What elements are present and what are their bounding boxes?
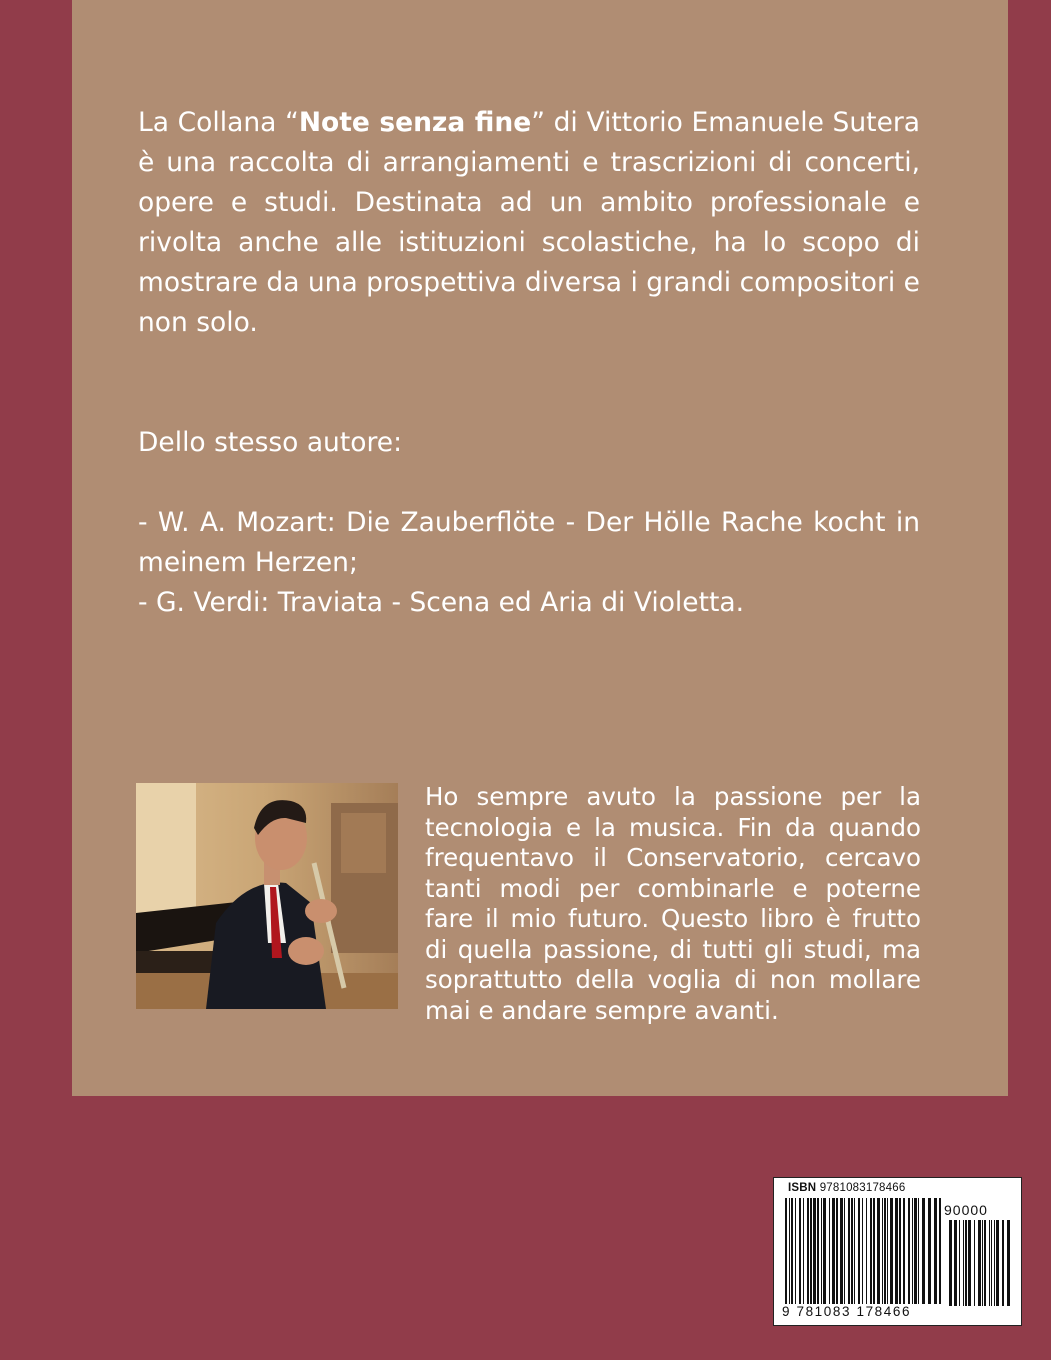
barcode-bar (884, 1198, 886, 1304)
barcode-bar (877, 1198, 880, 1304)
barcode-bar (928, 1198, 931, 1304)
barcode-bar (823, 1198, 826, 1304)
barcode-bar (903, 1198, 905, 1304)
barcode-digits: 9 781083 178466 (782, 1304, 912, 1319)
price-code: 90000 (944, 1202, 988, 1218)
barcode-bar (851, 1198, 853, 1304)
barcode-bar (954, 1220, 957, 1306)
work-item: - G. Verdi: Traviata - Scena ed Aria di Violetta. (138, 587, 745, 618)
barcode-bar (810, 1198, 812, 1304)
isbn-prefix: ISBN (788, 1182, 817, 1194)
barcode-bar (799, 1198, 801, 1304)
barcode-bar (844, 1198, 845, 1304)
barcode-bar (848, 1198, 850, 1304)
barcode-bar (908, 1198, 910, 1304)
price-barcode-bars (948, 1220, 1014, 1308)
barcode-bar (991, 1220, 992, 1306)
barcode-bar (965, 1220, 967, 1306)
barcode-bar (914, 1198, 917, 1304)
barcode-bar (1002, 1220, 1004, 1306)
work-item: - W. A. Mozart: Die Zauberflöte - Der Hölle Rache kocht in meinem Herzen; (138, 507, 920, 578)
barcode-bar (817, 1198, 819, 1304)
barcode-bar (866, 1198, 867, 1304)
barcode-bar (1007, 1220, 1010, 1306)
barcode-bar (996, 1220, 999, 1306)
isbn-number: 9781083178466 (819, 1182, 906, 1194)
barcode-bar (963, 1220, 964, 1306)
author-photo (136, 783, 398, 1009)
series-title: Note senza fine (298, 107, 532, 138)
barcode-bar (912, 1198, 913, 1304)
barcode-bar (968, 1220, 971, 1306)
barcode-bar (982, 1220, 983, 1306)
barcode-bar (789, 1198, 790, 1304)
barcode-bar (949, 1220, 952, 1306)
barcode-bar (918, 1198, 919, 1304)
author-bio: Ho sempre avuto la passione per la tecnologia e la musica. Fin da quando frequentavo il Conservatorio, cercavo tanti modi per combinarle e poterne fare il mio futuro. Questo libro è frutto di quella passione, di tutti gli studi, ma soprattutto della voglia di non mollare mai e andare sempre avanti. (425, 782, 921, 1025)
barcode-bar (813, 1198, 816, 1304)
barcode-bar (934, 1198, 937, 1304)
barcode-bars (784, 1198, 944, 1306)
barcode-bar (840, 1198, 843, 1304)
barcode-bar (890, 1198, 893, 1304)
barcode-bar (959, 1220, 960, 1306)
barcode-label (773, 1177, 1022, 1326)
barcode-bar (836, 1198, 838, 1304)
barcode-bar (899, 1198, 901, 1304)
barcode-bar (994, 1220, 995, 1306)
barcode-bar (791, 1198, 793, 1304)
intro-text-rest: ” di Vittorio Emanuele Sutera è una raccolta di arrangiamenti e trascrizioni di concerti, opere e studi. Destinata ad un ambito professionale e rivolta anche alle istituzioni scolastiche, ha lo scopo di mostrare da una prospettiva diversa i grandi compositori e non solo. (138, 107, 921, 338)
barcode-bar (922, 1198, 925, 1304)
barcode-bar (887, 1198, 888, 1304)
barcode-bar (785, 1198, 787, 1304)
barcode-bar (939, 1198, 941, 1304)
barcode-bar (984, 1220, 986, 1306)
barcode-bar (832, 1198, 835, 1304)
isbn-text (788, 1182, 905, 1194)
barcode-bar (895, 1198, 898, 1304)
barcode-bar (821, 1198, 822, 1304)
series-description (138, 103, 920, 343)
barcode-bar (829, 1198, 830, 1304)
intro-text-start: La Collana “ (138, 107, 299, 138)
barcode-bar (882, 1198, 883, 1304)
barcode-bar (873, 1198, 875, 1304)
barcode-bar (803, 1198, 804, 1304)
barcode-bar (854, 1198, 855, 1304)
barcode-bar (862, 1198, 863, 1304)
barcode-bar (989, 1220, 990, 1306)
other-works-list (138, 503, 920, 623)
barcode-bar (978, 1220, 981, 1306)
other-works-heading: Dello stesso autore: (138, 427, 403, 458)
barcode-bar (858, 1198, 860, 1304)
barcode-bar (870, 1198, 872, 1304)
barcode-bar (795, 1198, 796, 1304)
barcode-bar (974, 1220, 975, 1306)
barcode-bar (807, 1198, 809, 1304)
